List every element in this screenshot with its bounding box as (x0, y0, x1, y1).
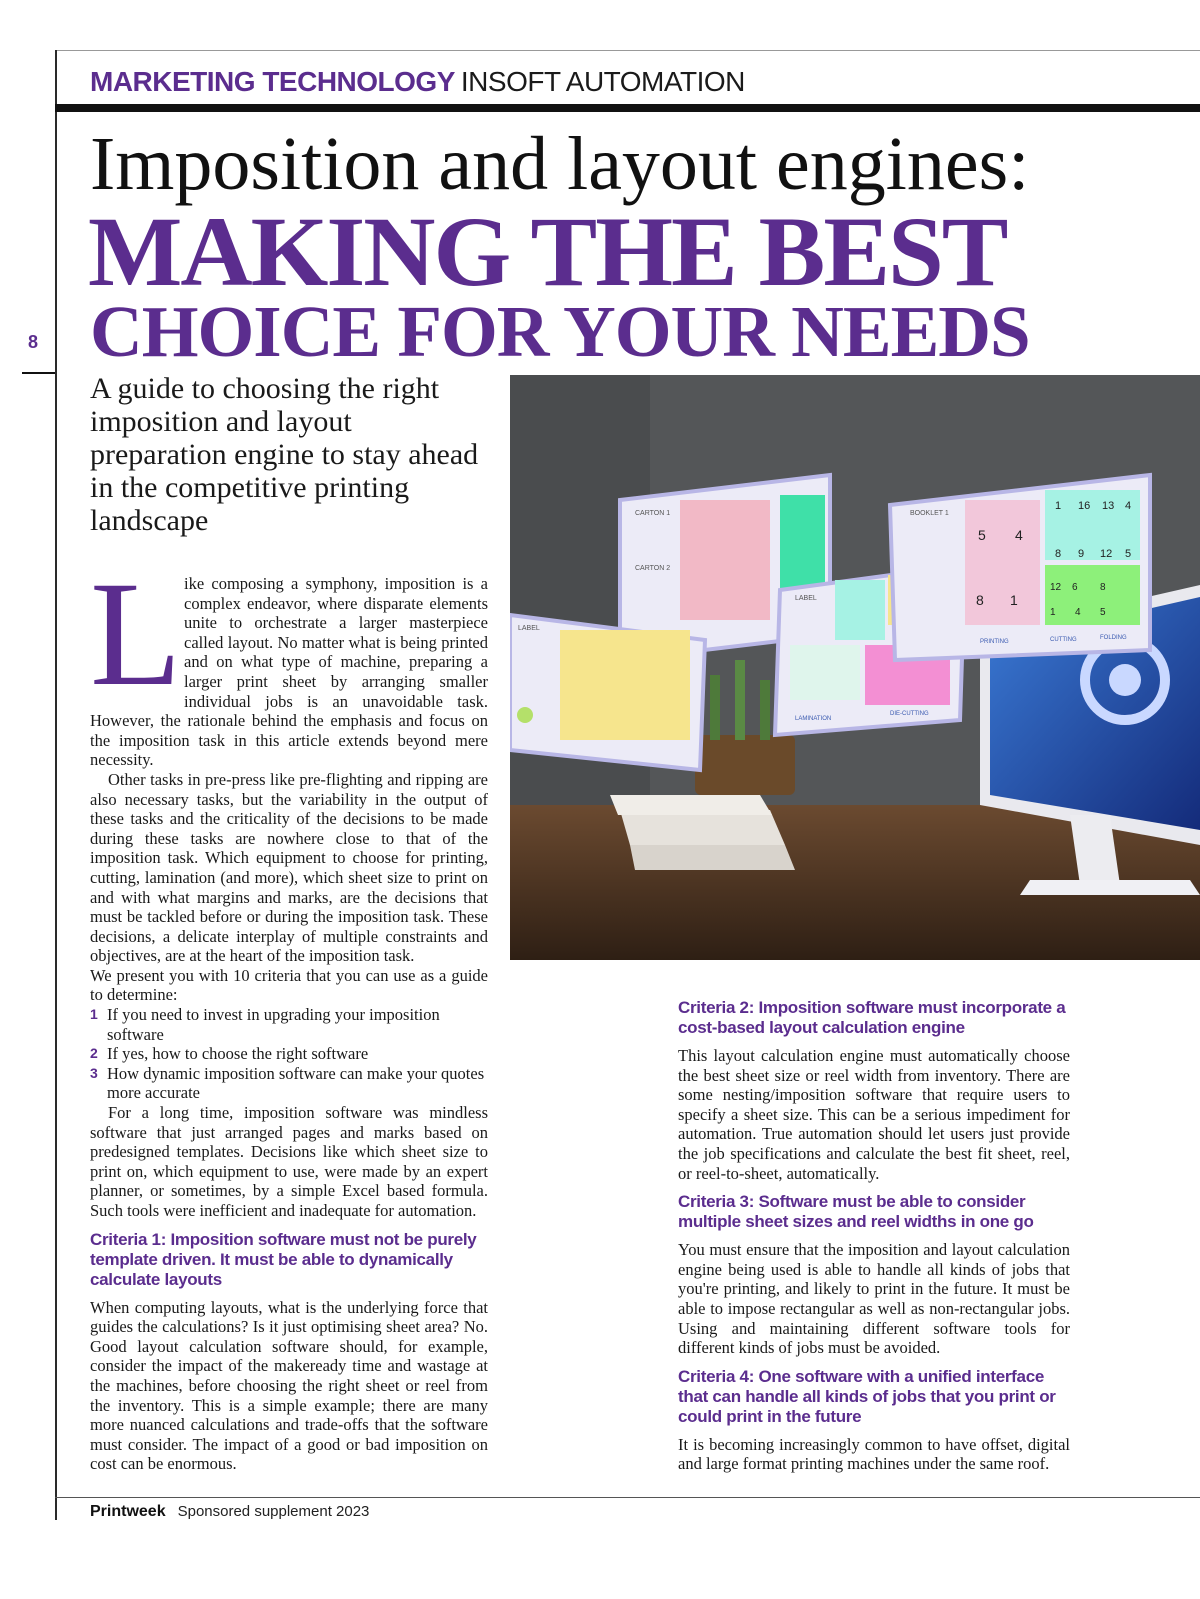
panel-label-cutting: CUTTING (1050, 637, 1077, 643)
intro-paragraph-2: Other tasks in pre-press like pre-flighting and ripping are also necessary tasks, but the variability in the output of these tasks and the criticality of the decisions to be made during these tasks are nowhere close to that of the imposition task. Which equipment to choose for printing, cutting, lamination (and more), which sheet size to print on and with what margins and marks, are the decisions that must be tackled before or during the imposition task. These decisions, a delicate interplay of multiple constraints and objectives, are at the heart of the imposition task. (90, 769, 488, 966)
article-column-right (678, 998, 1070, 1474)
list-number: 3 (90, 1064, 98, 1081)
booklet-number: 4 (1075, 607, 1081, 618)
list-number: 1 (90, 1006, 98, 1023)
section-label-strong: MARKETING TECHNOLOGY (90, 66, 455, 97)
booklet-number: 1 (1050, 607, 1056, 618)
criteria-3-body: You must ensure that the imposition and layout calculation engine being used is able to handle all kinds of jobs that you're printing, and likely to print in the future. It must be able to impose rectangular as well as non-rectangular jobs. Using and maintaining different software tools for different kinds of jobs must be avoided. (678, 1240, 1070, 1358)
header-rule (55, 104, 1200, 112)
headline-line-2: MAKING THE BEST (88, 196, 1007, 307)
ui-panel-booklet (890, 475, 1150, 660)
panel-label-lamination: LAMINATION (795, 716, 832, 722)
article-column-left (90, 551, 488, 1474)
section-label (90, 64, 745, 100)
booklet-number: 8 (976, 592, 984, 608)
section-label-light: INSOFT AUTOMATION (460, 66, 745, 97)
headline-line-1: Imposition and layout engines: (90, 122, 1030, 206)
list-item (90, 1005, 488, 1044)
criteria-3-heading: Criteria 3: Software must be able to consider multiple sheet sizes and reel widths in one go (678, 1192, 1034, 1232)
list-text: How dynamic imposition software can make your quotes more accurate (107, 1063, 485, 1103)
intro-paragraph-4: For a long time, imposition software was mindless software that just arranged pages and marks based on predesigned templates. Decisions like which sheet size to print on, which equipment to use, were made by an expert planner, or sometimes, by a simple Excel based formula. Such tools were inefficient and inadequate for automation. (90, 1103, 488, 1220)
panel-label-label: LABEL (518, 625, 540, 632)
panel-label-die-cutting: DIE-CUTTING (890, 711, 929, 717)
booklet-number: 13 (1102, 500, 1115, 512)
hero-illustration (510, 375, 1200, 960)
panel-label-booklet-1: BOOKLET 1 (910, 510, 949, 517)
booklet-number: 1 (1010, 592, 1018, 608)
booklet-number: 5 (978, 527, 986, 543)
publication-brand: Printweek (90, 1503, 166, 1520)
criteria-2-body: This layout calculation engine must automatically choose the best sheet size or reel width from inventory. There are some nesting/imposition software that require users to specify a sheet size. This can be a serious impediment for automation. True automation should let users just provide the job specifications and calculate the best fit sheet, reel, or reel-to-sheet, automatically. (678, 1046, 1070, 1183)
criteria-2-heading: Criteria 2: Imposition software must incorporate a cost-based layout calculation engine (678, 998, 1066, 1037)
drop-cap: L (90, 551, 182, 717)
panel-label-carton-1: CARTON 1 (635, 510, 671, 517)
list-number: 2 (90, 1045, 98, 1062)
panel-label-label-2: LABEL (795, 595, 817, 602)
headline-line-3: CHOICE FOR YOUR NEEDS (90, 291, 1030, 372)
booklet-number: 16 (1078, 500, 1091, 512)
criteria-1-body: When computing layouts, what is the underlying force that guides the calculations? Is it just optimising sheet area? No. Good layout calculation software should, for example, consider the impact of the makeready time and wastage at the machines, before choosing the right sheet or reel from the inventory. This is a simple example; there are many more nuanced calculations and trade-offs that the software must consider. The impact of a good or bad imposition on cost can be enormous. (90, 1297, 488, 1474)
intro-paragraph-1 (90, 551, 488, 770)
criteria-4-heading: Criteria 4: One software with a unified interface that can handle all kinds of jobs that you print or could print in the future (678, 1366, 1056, 1426)
list-text: If you need to invest in upgrading your imposition software (107, 1005, 440, 1044)
supplement-label: Sponsored supplement 2023 (177, 1503, 370, 1520)
criteria-1-heading: Criteria 1: Imposition software must not be purely template driven. It must be able to dynamically calculate layouts (90, 1229, 477, 1289)
standfirst: A guide to choosing the right imposition and layout preparation engine to stay ahead in the competitive printing landscape (90, 372, 479, 537)
booklet-number: 12 (1050, 582, 1062, 593)
booklet-number: 12 (1100, 548, 1113, 560)
intro-paragraph-3: We present you with 10 criteria that you can use as a guide to determine: (90, 965, 488, 1005)
list-item (90, 1044, 488, 1064)
list-item (90, 1064, 488, 1103)
booklet-number: 8 (1055, 548, 1062, 560)
intro-paragraph-1-text: ike composing a symphony, imposition is a complex endeavor, where disparate elements unite to orchestrate a larger masterpiece called layout. No matter what is being printed and on what type of machine, preparing a larger print sheet by arranging smaller individual jobs is an unavoidable task. However, the rationale behind the emphasis and focus on the imposition task in this article extends beyond mere necessity. (90, 574, 488, 770)
booklet-number: 5 (1125, 548, 1132, 560)
booklet-number: 5 (1100, 607, 1106, 618)
panel-label-folding: FOLDING (1100, 635, 1127, 641)
booklet-number: 8 (1100, 582, 1106, 593)
footer (90, 1503, 369, 1521)
booklet-number: 6 (1072, 582, 1078, 593)
booklet-number: 1 (1055, 500, 1062, 512)
panel-label-carton-2: CARTON 2 (635, 565, 671, 572)
criteria-purpose-list (90, 1005, 488, 1103)
top-rule (55, 50, 1200, 51)
page-number: 8 (28, 332, 39, 352)
footer-rule (55, 1497, 1200, 1498)
criteria-4-body: It is becoming increasingly common to have offset, digital and large format printing machines under the same roof. (678, 1434, 1070, 1474)
booklet-number: 4 (1125, 500, 1132, 512)
booklet-number: 9 (1078, 548, 1085, 560)
ui-panel-label (510, 615, 705, 770)
margin-rule (55, 50, 57, 1520)
booklet-number: 4 (1015, 527, 1023, 543)
page-number-rule (22, 372, 55, 374)
list-text: If yes, how to choose the right software (107, 1044, 369, 1064)
panel-label-printing: PRINTING (980, 639, 1009, 645)
